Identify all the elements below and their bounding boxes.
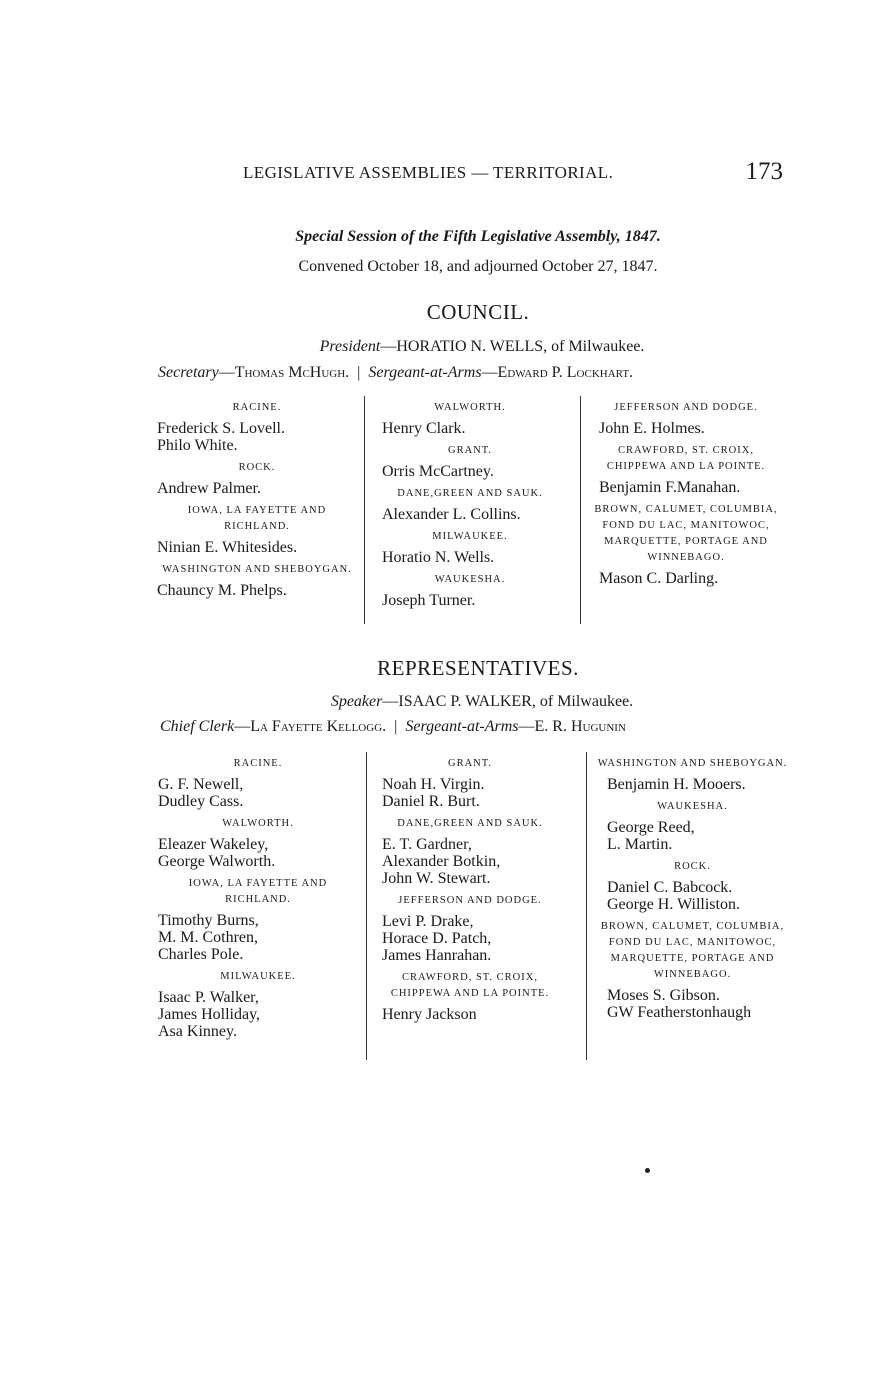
member-name: Ninian E. Whitesides. xyxy=(157,539,298,556)
member-list xyxy=(157,539,357,556)
council-heading: COUNCIL. xyxy=(426,300,530,324)
member-name: Henry Jackson xyxy=(382,1006,477,1023)
county-heading: BROWN, CALUMET, COLUMBIA, FOND DU LAC, MANITOWOC, MARQUETTE, PORTAGE AND WINNEBAGO. xyxy=(600,921,785,980)
session-title: Special Session of the Fifth Legislative Assembly, 1847. xyxy=(295,228,661,245)
member-name: GW Featherstonhaugh xyxy=(607,1004,752,1021)
member-name: Charles Pole. xyxy=(158,946,244,963)
member-name: Chauncy M. Phelps. xyxy=(157,582,287,599)
member-name: Daniel C. Babcock. xyxy=(607,879,733,896)
member-list xyxy=(382,506,570,523)
member-name: George Reed, xyxy=(607,819,695,836)
member-list xyxy=(607,987,790,1021)
county-heading: WAUKESHA. xyxy=(657,801,728,812)
sergeant-text: —Edward P. Lockhart. xyxy=(481,364,634,381)
county-heading: ROCK. xyxy=(674,861,711,872)
member-name: John E. Holmes. xyxy=(599,420,705,437)
member-name: Horatio N. Wells. xyxy=(382,549,495,566)
county-heading: MILWAUKEE. xyxy=(220,971,296,982)
member-name: Alexander L. Collins. xyxy=(382,506,521,523)
county-heading: IOWA, LA FAYETTE AND RICHLAND. xyxy=(187,505,327,532)
member-list xyxy=(382,836,570,887)
county-heading: WAUKESHA. xyxy=(434,574,506,585)
council-column-3 xyxy=(587,394,785,587)
column-divider xyxy=(580,396,581,624)
member-name: James Holliday, xyxy=(158,1006,261,1023)
member-name: Isaac P. Walker, xyxy=(158,989,259,1006)
session-dates: Convened October 18, and adjourned October 27, 1847. xyxy=(298,258,658,275)
member-list xyxy=(158,989,358,1040)
county-heading: WALWORTH. xyxy=(434,402,506,413)
member-name: Timothy Burns, xyxy=(158,912,259,929)
representatives-column-1 xyxy=(158,750,358,1040)
member-name: M. M. Cothren, xyxy=(158,929,258,946)
member-list xyxy=(607,776,790,793)
member-name: Mason C. Darling. xyxy=(599,570,719,587)
member-list xyxy=(157,420,357,454)
speaker-text: —ISAAC P. WALKER, of Milwaukee. xyxy=(382,693,634,710)
running-head xyxy=(243,160,783,186)
member-name: Joseph Turner. xyxy=(382,592,476,609)
county-heading: IOWA, LA FAYETTE AND RICHLAND. xyxy=(188,878,328,905)
county-heading: RACINE. xyxy=(232,402,282,413)
member-name: George Walworth. xyxy=(158,853,276,870)
county-heading: CRAWFORD, ST. CROIX, CHIPPEWA AND LA POINTE. xyxy=(390,972,550,999)
sergeant-label: Sergeant-at-Arms xyxy=(405,718,519,735)
column-divider xyxy=(364,396,365,624)
member-name: Alexander Botkin, xyxy=(382,853,501,870)
member-list xyxy=(158,776,358,810)
clerk-text: —La Fayette Kellogg. xyxy=(234,718,387,735)
member-name: Dudley Cass. xyxy=(158,793,244,810)
council-column-1 xyxy=(157,394,357,599)
member-list xyxy=(382,776,570,810)
page-number: 173 xyxy=(745,158,783,185)
member-list xyxy=(382,463,570,480)
member-name: John W. Stewart. xyxy=(382,870,491,887)
county-heading: GRANT. xyxy=(447,758,492,769)
sergeant-text: —E. R. Hugunin xyxy=(518,718,626,735)
county-heading: RACINE. xyxy=(233,758,283,769)
member-list xyxy=(599,570,785,587)
president-text: —HORATIO N. WELLS, of Milwaukee. xyxy=(380,338,645,355)
member-list xyxy=(599,479,785,496)
member-name: E. T. Gardner, xyxy=(382,836,472,853)
member-name: L. Martin. xyxy=(607,836,673,853)
county-heading: JEFFERSON AND DODGE. xyxy=(398,895,542,906)
member-list xyxy=(382,592,570,609)
county-heading: BROWN, CALUMET, COLUMBIA, FOND DU LAC, MANITOWOC, MARQUETTE, PORTAGE AND WINNEBAGO. xyxy=(594,504,778,563)
member-name: Moses S. Gibson. xyxy=(607,987,720,1004)
member-list xyxy=(157,582,357,599)
member-name: Orris McCartney. xyxy=(382,463,494,480)
representatives-column-3 xyxy=(595,750,790,1021)
representatives-speaker xyxy=(0,693,884,711)
member-list xyxy=(382,420,570,437)
ink-dot xyxy=(645,1168,650,1173)
representatives-column-2 xyxy=(370,750,570,1023)
member-list xyxy=(157,480,357,497)
officer-separator: | xyxy=(357,364,361,381)
member-list xyxy=(607,879,790,913)
member-name: Frederick S. Lovell. xyxy=(157,420,285,437)
member-list xyxy=(158,912,358,963)
county-heading: GRANT. xyxy=(447,445,492,456)
member-name: Noah H. Virgin. xyxy=(382,776,485,793)
member-name: Asa Kinney. xyxy=(158,1023,237,1040)
member-name: James Hanrahan. xyxy=(382,947,492,964)
member-name: Henry Clark. xyxy=(382,420,466,437)
county-heading: WASHINGTON AND SHEBOYGAN. xyxy=(597,758,788,769)
member-list xyxy=(382,1006,570,1023)
county-heading: DANE,GREEN AND SAUK. xyxy=(397,488,543,499)
county-heading: JEFFERSON AND DODGE. xyxy=(614,402,758,413)
county-heading: ROCK. xyxy=(238,462,276,473)
officer-separator: | xyxy=(394,718,398,735)
member-name: Horace D. Patch, xyxy=(382,930,492,947)
member-name: Levi P. Drake, xyxy=(382,913,474,930)
member-list xyxy=(599,420,785,437)
speaker-label: Speaker xyxy=(330,693,383,710)
member-list xyxy=(382,913,570,964)
county-heading: WASHINGTON AND SHEBOYGAN. xyxy=(162,564,352,575)
member-name: George H. Williston. xyxy=(607,896,740,913)
member-name: Andrew Palmer. xyxy=(157,480,261,497)
county-heading: MILWAUKEE. xyxy=(432,531,508,542)
column-divider xyxy=(366,752,367,1060)
secretary-label: Secretary xyxy=(158,364,219,381)
member-list xyxy=(158,836,358,870)
member-name: Benjamin H. Mooers. xyxy=(607,776,746,793)
county-heading: WALWORTH. xyxy=(222,818,294,829)
column-divider xyxy=(586,752,587,1060)
running-title: LEGISLATIVE ASSEMBLIES — TERRITORIAL. xyxy=(243,163,614,182)
member-list xyxy=(607,819,790,853)
member-list xyxy=(382,549,570,566)
member-name: G. F. Newell, xyxy=(158,776,244,793)
representatives-officers xyxy=(160,718,626,736)
council-president xyxy=(0,338,884,356)
representatives-heading: REPRESENTATIVES. xyxy=(377,656,579,680)
member-name: Benjamin F.Manahan. xyxy=(599,479,741,496)
clerk-label: Chief Clerk xyxy=(160,718,235,735)
county-heading: CRAWFORD, ST. CROIX, CHIPPEWA AND LA POINTE. xyxy=(606,445,766,472)
president-label: President xyxy=(319,338,381,355)
council-column-2 xyxy=(370,394,570,609)
secretary-text: —Thomas McHugh. xyxy=(218,364,350,381)
county-heading: DANE,GREEN AND SAUK. xyxy=(397,818,543,829)
council-officers xyxy=(158,364,633,382)
sergeant-label: Sergeant-at-Arms xyxy=(368,364,482,381)
member-name: Philo White. xyxy=(157,437,238,454)
member-name: Daniel R. Burt. xyxy=(382,793,480,810)
member-name: Eleazer Wakeley, xyxy=(158,836,269,853)
